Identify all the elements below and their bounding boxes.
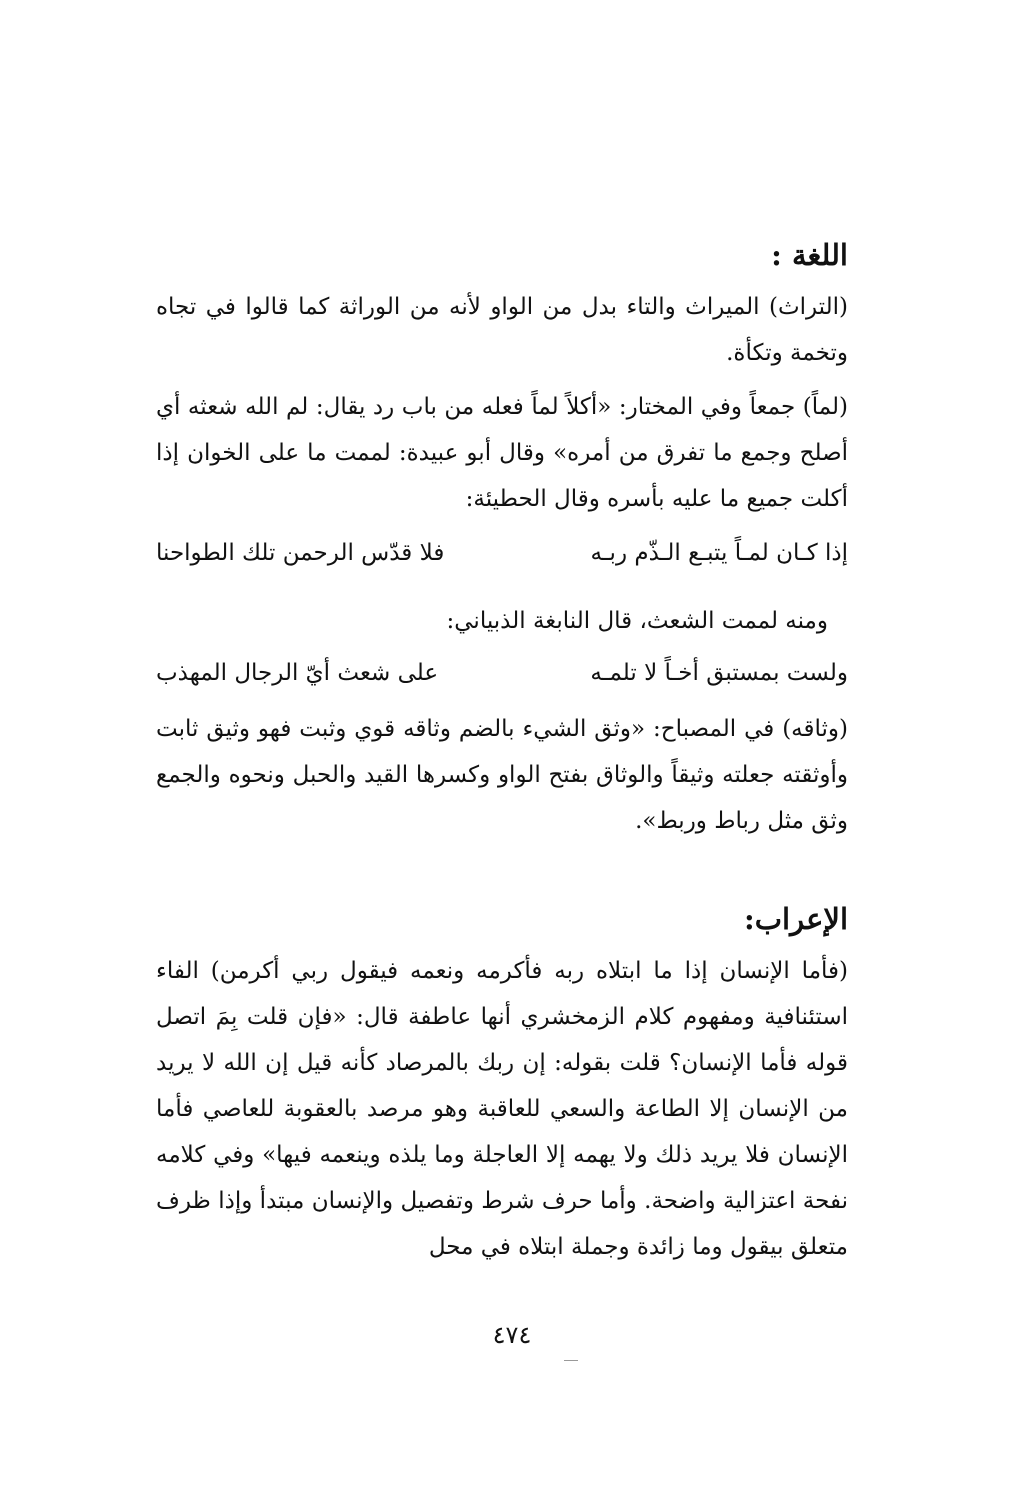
verse-nabigha [156,650,848,696]
paragraph-lamma: (لماً) جمعاً وفي المختار: «أكلاً لماً فعله من باب رد يقال: لم الله شعثه أي أصلح وجمع ما تفرق من أمره» وقال أبو عبيدة: لممت ما على الخوان إذا أكلت جميع ما عليه بأسره وقال الحطيئة: [156,394,848,512]
paragraph-nabigha-intro: ومنه لممت الشعث، قال النابغة الذبياني: [446,608,828,634]
section-heading-lugha: اللغة : [771,238,848,272]
verse-first-hemistich: ولست بمستبق أخـاً لا تلمـه [590,660,848,686]
verse-second-hemistich: على شعث أيّ الرجال المهذب [156,660,439,686]
page-number: ٤٧٤ [492,1321,532,1349]
paragraph-withaq: (وثاقه) في المصباح: «وثق الشيء بالضم وثاقه قوي وثبت فهو وثيق ثابت وأوثقته جعلته وثيقاً والوثاق بفتح الواو وكسرها القيد والحبل ونحوه والجمع وثق مثل رباط وربط». [156,716,848,834]
paragraph-turath: (التراث) الميراث والتاء بدل من الواو لأنه من الوراثة كما قالوا في تجاه وتخمة وتكأة. [156,294,848,366]
verse-second-hemistich: فلا قدّس الرحمن تلك الطواحنا [156,540,445,566]
decorative-mark [564,1360,578,1361]
page-content [156,232,848,1278]
verse-hutayah [156,530,848,576]
paragraph-irab: (فأما الإنسان إذا ما ابتلاه ربه فأكرمه ونعمه فيقول ربي أكرمن) الفاء استئنافية ومفهوم كلام الزمخشري أنها عاطفة قال: «فإن قلت بِمَ اتصل قوله فأما الإنسان؟ قلت بقوله: إن ربك بالمرصاد كأنه قيل إن الله لا يريد من الإنسان إلا الطاعة والسعي للعاقبة وهو مرصد بالعقوبة للعاصي فأما الإنسان فلا يريد ذلك ولا يهمه إلا العاجلة وما يلذه وينعمه فيها» وفي كلامه نفحة اعتزالية واضحة. وأما حرف شرط وتفصيل والإنسان مبتدأ وإذا ظرف متعلق بيقول وما زائدة وجملة ابتلاه في محل [156,958,848,1260]
verse-first-hemistich: إذا كـان لمـاً يتبـع الـذّم ربـه [590,540,848,566]
section-heading-irab: الإعراب: [744,902,848,936]
